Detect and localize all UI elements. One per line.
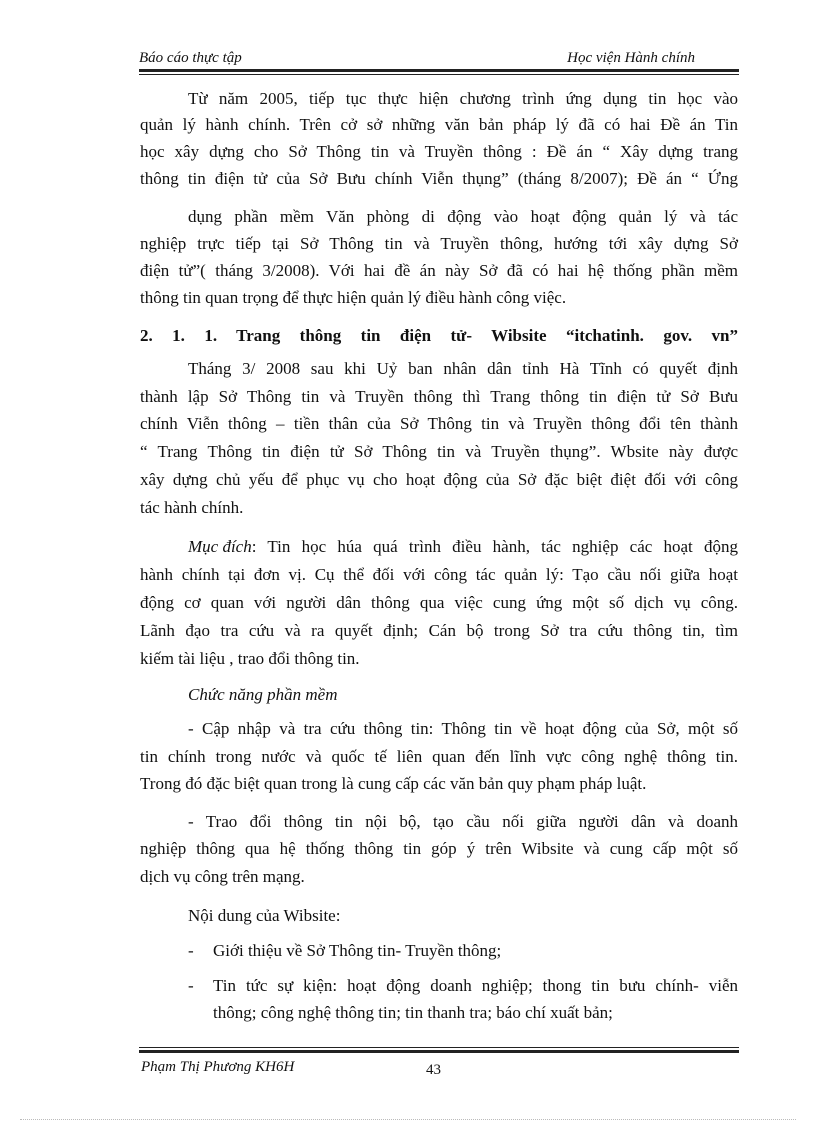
body-line: - Trao đổi thông tin nội bộ, tạo cầu nối giữa người dân và doanh — [188, 812, 738, 831]
body-line: tin chính trong nước và quốc tế liên quan đến lĩnh vực công nghệ thông tin. — [140, 747, 738, 766]
header-institution: Học viện Hành chính — [567, 50, 695, 66]
body-line: Tháng 3/ 2008 sau khi Uỷ ban nhân dân tỉnh Hà Tĩnh có quyết định — [188, 359, 738, 378]
body-line: động cơ quan với người dân thông qua việc cung ứng một số dịch vụ công. — [140, 593, 738, 612]
body-line: Từ năm 2005, tiếp tục thực hiện chương trình ứng dụng tin học vào — [188, 89, 738, 108]
bullet-dash: - — [188, 941, 194, 960]
body-line: xây dựng chủ yếu để phục vụ cho hoạt động của Sở đặc biệt điệt đối với công — [140, 470, 738, 489]
body-line: học xây dựng cho Sở Thông tin và Truyền thông : Đề án “ Xây dựng trang — [140, 142, 738, 161]
body-line: “ Trang Thông tin điện tử Sở Thông tin và Truyền thụng”. Wbsite này được — [140, 442, 738, 461]
footer-author: Phạm Thị Phương KH6H — [141, 1059, 295, 1075]
body-line: quản lý hành chính. Trên cở sở những văn bản pháp lý đã có hai Đề án Tin — [140, 115, 738, 134]
page-bottom-dotted-line — [20, 1119, 796, 1120]
body-line: Trong đó đặc biệt quan trong là cung cấp các văn bản quy phạm pháp luật. — [140, 774, 647, 793]
bullet-item: Giới thiệu về Sở Thông tin- Truyền thông; — [213, 941, 502, 960]
purpose-line — [188, 536, 738, 558]
body-line: tác hành chính. — [140, 498, 244, 517]
body-line: nghiệp thông qua hệ thống thông tin góp ý trên Wibsite và cung cấp một số — [140, 839, 738, 858]
footer-rule-thick — [139, 1050, 739, 1053]
page-header — [139, 50, 739, 68]
subheading: Chức năng phần mềm — [188, 685, 338, 704]
body-line: nghiệp trực tiếp tại Sở Thông tin và Truyền thông, hướng tới xây dựng Sở — [140, 234, 738, 253]
header-rule-thin — [139, 74, 739, 75]
bullet-item: Tin tức sự kiện: hoạt động doanh nghiệp; thong tin bưu chính- viễn — [213, 976, 738, 995]
body-line: dụng phần mềm Văn phòng di động vào hoạt động quản lý và tác — [188, 207, 738, 226]
header-rule-thick — [139, 69, 739, 72]
body-line: : Tin học húa quá trình điều hành, tác nghiệp các hoạt động — [251, 537, 738, 556]
body-line: hành chính tại đơn vị. Cụ thể đối với công tác quản lý: Tạo cầu nối giữa hoạt — [140, 565, 738, 584]
body-line: - Cập nhập và tra cứu thông tin: Thông tin về hoạt động của Sở, một số — [188, 719, 738, 738]
body-line: thành lập Sở Thông tin và Truyền thông thì Trang thông tin điện tử Sở Bưu — [140, 387, 738, 406]
header-report-title: Báo cáo thực tập — [139, 50, 242, 66]
body-line: Lãnh đạo tra cứu và ra quyết định; Cán bộ trong Sở tra cứu thông tin, tìm — [140, 621, 738, 640]
body-line: dịch vụ công trên mạng. — [140, 867, 305, 886]
purpose-label: Mục đích — [188, 537, 252, 556]
page-number: 43 — [426, 1062, 441, 1078]
body-line: điện tử”( tháng 3/2008). Với hai đề án này Sở đã có hai hệ thống phần mềm — [140, 261, 738, 280]
body-line: thông tin quan trọng để thực hiện quản lý điều hành công việc. — [140, 288, 567, 307]
section-heading: 2. 1. 1. Trang thông tin điện tử- Wibsite “itchatinh. gov. vn” — [140, 326, 738, 345]
bullet-dash: - — [188, 976, 194, 995]
body-line: thông tin điện tử của Sở Bưu chính Viễn thụng” (tháng 8/2007); Đề án “ Ứng — [140, 169, 738, 188]
footer-rule-thin — [139, 1047, 739, 1048]
body-line: chính Viễn thông – tiền thân của Sở Thông tin và Truyền thông đổi tên thành — [140, 414, 738, 433]
bullet-item-continuation: thông; công nghệ thông tin; tin thanh tra; báo chí xuất bản; — [213, 1003, 613, 1022]
body-line: Nội dung của Wibsite: — [188, 906, 341, 925]
body-line: kiếm tài liệu , trao đổi thông tin. — [140, 649, 360, 668]
